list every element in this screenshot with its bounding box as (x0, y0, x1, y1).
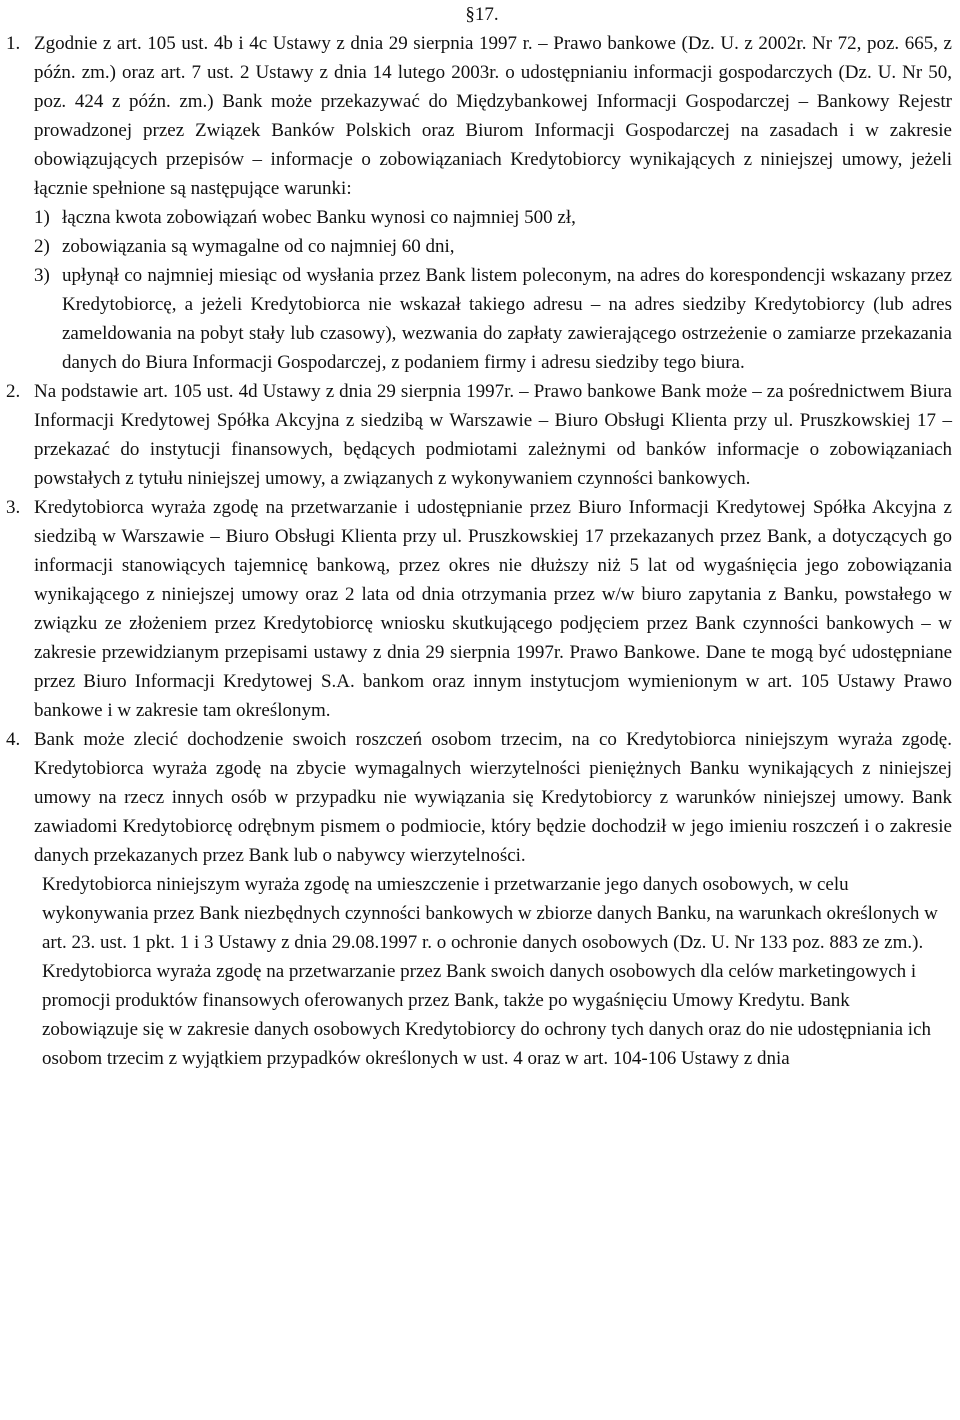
paragraph-number: 2. (6, 381, 21, 402)
conditions-list (6, 203, 952, 377)
condition-number: 1) (34, 207, 50, 228)
paragraph-2 (6, 377, 952, 493)
paragraph-3 (6, 493, 952, 725)
condition-text: łączna kwota zobowiązań wobec Banku wynosi co najmniej 500 zł, (62, 207, 576, 228)
condition-item (6, 261, 952, 377)
paragraph-number: 3. (6, 497, 21, 518)
consent-clauses (6, 870, 952, 1073)
paragraph-1 (6, 29, 952, 203)
paragraph-text: Bank może zlecić dochodzenie swoich roszczeń osobom trzecim, na co Kredytobiorca niniejszym wyraża zgodę. Kredytobiorca wyraża zgodę na zbycie wymagalnych wierzytelności pieniężnych Banku wynikających z niniejszej umowy na rzecz innych osób w przypadku nie wywiązania się Kredytobiorcy z warunków niniejszej umowy. Bank zawiadomi Kredytobiorcę odrębnym pismem o podmiocie, który będzie dochodził w jego imieniu roszczeń i o zakresie danych przekazanych przez Bank lub o nabywcy wierzytelności. (34, 729, 952, 866)
condition-item (6, 232, 952, 261)
data-processing-consent: Kredytobiorca niniejszym wyraża zgodę na umieszczenie i przetwarzanie jego danych osobowych, w celu wykonywania przez Bank niezbędnych czynności bankowych w zbiorze danych Banku, na warunkach określonych w art. 23. ust. 1 pkt. 1 i 3 Ustawy z dnia 29.08.1997 r. o ochronie danych osobowych (Dz. U. Nr 133 poz. 883 ze zm.). (42, 874, 938, 953)
condition-text: zobowiązania są wymagalne od co najmniej 60 dni, (62, 236, 455, 257)
condition-item (6, 203, 952, 232)
condition-number: 2) (34, 236, 50, 257)
condition-number: 3) (34, 265, 50, 286)
paragraph-text: Na podstawie art. 105 ust. 4d Ustawy z dnia 29 sierpnia 1997r. – Prawo bankowe Bank może – za pośrednictwem Biura Informacji Kredytowej Spółka Akcyjna z siedzibą w Warszawie – Biuro Obsługi Klienta przy ul. Pruszkowskiej 17 – przekazać do instytucji finansowych, będących podmiotami zależnymi od banków informacje o zobowiązaniach powstałych z tytułu niniejszej umowy, a związanych z wykonywaniem czynności bankowych. (34, 381, 952, 489)
paragraph-4 (6, 725, 952, 870)
condition-text: upłynął co najmniej miesiąc od wysłania przez Bank listem poleconym, na adres do korespondencji wskazany przez Kredytobiorcę, a jeżeli Kredytobiorca nie wskazał takiego adresu – na adres siedziby Kredytobiorcy (lub adres zameldowania na pobyt stały lub czasowy), wezwania do zapłaty zawierającego ostrzeżenie o zamiarze przekazania danych do Biura Informacji Gospodarczej, z podaniem firmy i adresu siedziby tego biura. (62, 265, 952, 373)
paragraph-text: Zgodnie z art. 105 ust. 4b i 4c Ustawy z dnia 29 sierpnia 1997 r. – Prawo bankowe (Dz. U. z 2002r. Nr 72, poz. 665, z późn. zm.) oraz art. 7 ust. 2 Ustawy z dnia 14 lutego 2003r. o udostępnianiu informacji gospodarczych (Dz. U. Nr 50, poz. 424 z późn. zm.) Bank może przekazywać do Międzybankowej Informacji Gospodarczej – Bankowy Rejestr prowadzonej przez Związek Banków Polskich oraz Biurom Informacji Gospodarczej na zasadach i w zakresie obowiązujących przepisów – informacje o zobowiązaniach Kredytobiorcy wynikających z niniejszej umowy, jeżeli łącznie spełnione są następujące warunki: (34, 33, 952, 199)
section-title: §17. (465, 4, 499, 25)
paragraph-text: Kredytobiorca wyraża zgodę na przetwarzanie i udostępnianie przez Biuro Informacji Kredytowej Spółka Akcyjna z siedzibą w Warszawie – Biuro Obsługi Klienta przy ul. Pruszkowskiej 17 przekazanych przez Bank, a dotyczących go informacji stanowiących tajemnicę bankową, przez okres nie dłuższy niż 5 lat od wygaśnięcia jego zobowiązania wynikającego z niniejszej umowy oraz 2 lata od dnia otrzymania przez w/w biuro zapytania z Banku, powstałego w związku ze złożeniem przez Kredytobiorcę wniosku skutkującego podjęciem przez Bank czynności bankowych – w zakresie przewidzianym przepisami ustawy z dnia 29 sierpnia 1997r. Prawo Bankowe. Dane te mogą być udostępniane przez Biuro Informacji Kredytowej S.A. bankom oraz innym instytucjom wymienionym w art. 105 Ustawy Prawo bankowe i w zakresie tam określonym. (34, 497, 952, 721)
paragraph-number: 1. (6, 33, 21, 54)
marketing-consent: Kredytobiorca wyraża zgodę na przetwarzanie przez Bank swoich danych osobowych dla celów marketingowych i promocji produktów finansowych oferowanych przez Bank, także po wygaśnięciu Umowy Kredytu. Bank zobowiązuje się w zakresie danych osobowych Kredytobiorcy do ochrony tych danych oraz do nie udostępniania ich osobom trzecim z wyjątkiem przypadków określonych w ust. 4 oraz w art. 104-106 Ustawy z dnia (42, 961, 932, 1069)
paragraph-number: 4. (6, 729, 21, 750)
